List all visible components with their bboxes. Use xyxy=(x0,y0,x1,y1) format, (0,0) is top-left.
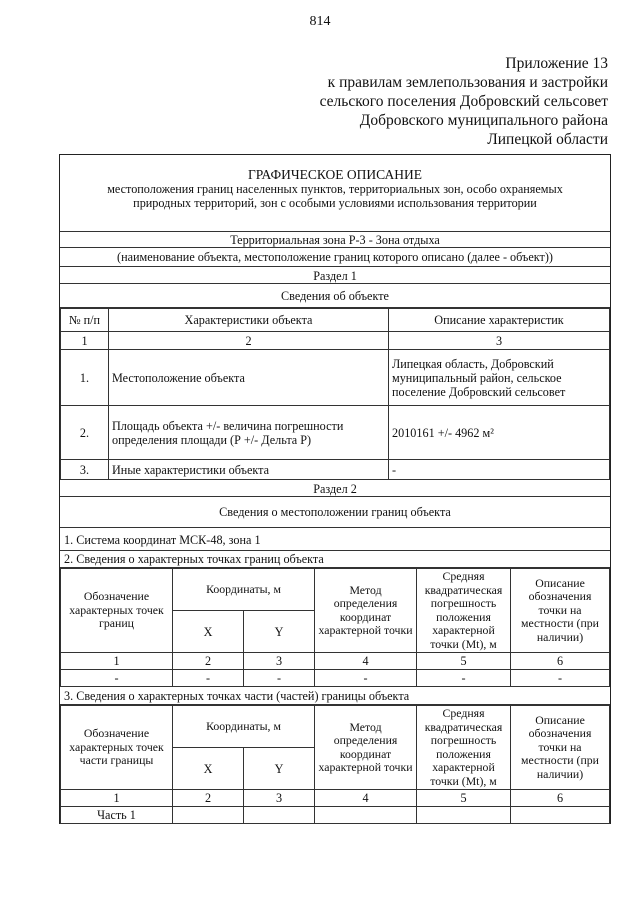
graphic-description-form xyxy=(59,154,611,824)
column-header: Метод определения координат характерной точки xyxy=(315,569,417,653)
column-number: 4 xyxy=(315,653,417,670)
object-info-table xyxy=(60,308,610,480)
column-header: Метод определения координат характерной точки xyxy=(315,706,417,790)
column-header: Y xyxy=(244,748,315,790)
object-note: (наименование объекта, местоположение границ которого описано (далее - объект)) xyxy=(60,247,610,267)
table-cell: - xyxy=(244,670,315,687)
table-row xyxy=(61,807,610,824)
column-number: 3 xyxy=(244,653,315,670)
column-number: 2 xyxy=(173,790,244,807)
boundary-points-table xyxy=(60,568,610,687)
column-header: Описание обозначения точки на местности (при наличии) xyxy=(511,706,610,790)
column-header: Координаты, м xyxy=(173,706,315,748)
column-header: X xyxy=(173,748,244,790)
column-number: 2 xyxy=(173,653,244,670)
table-cell xyxy=(417,807,511,824)
column-header: Средняя квадратическая погрешность положения характерной точки (Mt), м xyxy=(417,706,511,790)
row-characteristic: Иные характеристики объекта xyxy=(109,460,389,480)
form-title: ГРАФИЧЕСКОЕ ОПИСАНИЕ xyxy=(247,167,423,182)
form-header xyxy=(60,155,610,232)
column-header: № п/п xyxy=(61,309,109,332)
table-cell xyxy=(511,807,610,824)
column-number: 5 xyxy=(417,790,511,807)
appendix-line: Добровского муниципального района xyxy=(359,112,608,129)
column-header: Y xyxy=(244,611,315,653)
section2-title: Раздел 2 xyxy=(60,480,610,497)
table-cell xyxy=(315,807,417,824)
table-header-row xyxy=(61,309,610,332)
column-number: 1 xyxy=(61,332,109,350)
section1-title: Раздел 1 xyxy=(60,267,610,284)
table-cell: - xyxy=(417,670,511,687)
table-cell: - xyxy=(511,670,610,687)
table-row xyxy=(61,460,610,480)
coordinate-system: 1. Система координат МСК-48, зона 1 xyxy=(60,528,610,551)
form-subtitle-line: местоположения границ населенных пунктов, территориальных зон, особо охраняемых xyxy=(107,182,563,196)
row-number: 2. xyxy=(61,406,109,460)
column-header: Обозначение характерных точек части границы xyxy=(61,706,173,790)
column-number: 6 xyxy=(511,653,610,670)
part-label: Часть 1 xyxy=(61,807,173,824)
column-header: Описание характеристик xyxy=(389,309,610,332)
section2-subtitle: Сведения о местоположении границ объекта xyxy=(60,497,610,528)
table-number-row xyxy=(61,332,610,350)
appendix-line: к правилам землепользования и застройки xyxy=(327,74,608,91)
column-number: 3 xyxy=(389,332,610,350)
appendix-line: Приложение 13 xyxy=(505,55,608,72)
appendix-line: Липецкой области xyxy=(487,131,608,148)
row-value: - xyxy=(389,460,610,480)
row-characteristic: Площадь объекта +/- величина погрешности определения площади (Р +/- Дельта Р) xyxy=(109,406,389,460)
boundary-parts-title: 3. Сведения о характерных точках части (частей) границы объекта xyxy=(60,687,610,705)
table-row xyxy=(61,670,610,687)
section1-subtitle: Сведения об объекте xyxy=(60,284,610,308)
row-characteristic: Местоположение объекта xyxy=(109,350,389,406)
column-number: 1 xyxy=(61,653,173,670)
column-number: 6 xyxy=(511,790,610,807)
table-cell: - xyxy=(315,670,417,687)
table-header-row xyxy=(61,706,610,748)
column-number: 5 xyxy=(417,653,511,670)
column-number: 3 xyxy=(244,790,315,807)
row-number: 3. xyxy=(61,460,109,480)
boundary-points-title: 2. Сведения о характерных точках границ объекта xyxy=(60,551,610,568)
table-header-row xyxy=(61,569,610,611)
row-value: Липецкая область, Добровский муниципальный район, сельское поселение Добровский сельсовет xyxy=(389,350,610,406)
column-header: X xyxy=(173,611,244,653)
column-number: 2 xyxy=(109,332,389,350)
column-header: Координаты, м xyxy=(173,569,315,611)
table-cell: - xyxy=(173,670,244,687)
appendix-line: сельского поселения Добровский сельсовет xyxy=(319,93,608,110)
column-number: 1 xyxy=(61,790,173,807)
column-header: Описание обозначения точки на местности (при наличии) xyxy=(511,569,610,653)
column-header: Обозначение характерных точек границ xyxy=(61,569,173,653)
table-cell xyxy=(173,807,244,824)
row-number: 1. xyxy=(61,350,109,406)
table-cell xyxy=(244,807,315,824)
column-number: 4 xyxy=(315,790,417,807)
column-header: Характеристики объекта xyxy=(109,309,389,332)
page-number: 814 xyxy=(309,14,331,29)
table-cell: - xyxy=(61,670,173,687)
appendix-heading xyxy=(320,54,608,149)
boundary-parts-table xyxy=(60,705,610,824)
table-number-row xyxy=(61,790,610,807)
zone-name: Территориальная зона Р-3 - Зона отдыха xyxy=(230,233,440,247)
column-header: Средняя квадратическая погрешность положения характерной точки (Mt), м xyxy=(417,569,511,653)
row-value: 2010161 +/- 4962 м² xyxy=(389,406,610,460)
table-row xyxy=(61,406,610,460)
table-number-row xyxy=(61,653,610,670)
table-row xyxy=(61,350,610,406)
form-subtitle-line: природных территорий, зон с особыми условиями использования территории xyxy=(133,196,537,210)
